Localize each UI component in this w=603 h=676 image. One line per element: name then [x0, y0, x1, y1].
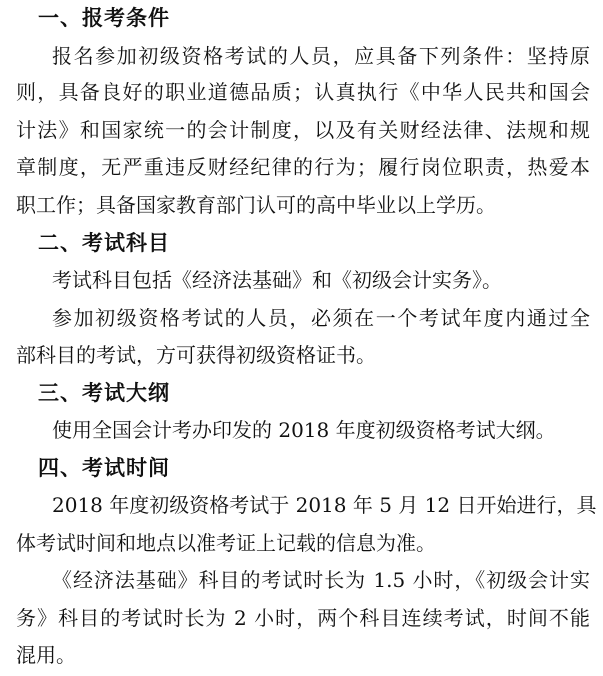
- paragraph-line: 则，具备良好的职业道德品质；认真执行《中华人民共和国会: [16, 80, 590, 104]
- paragraph-line: 考试科目包括《经济法基础》和《初级会计实务》。: [52, 268, 502, 292]
- section-heading-exam-time: 四、考试时间: [38, 456, 170, 480]
- paragraph-line: 体考试时间和地点以准考证上记载的信息为准。: [16, 531, 436, 555]
- paragraph-line: 使用全国会计考办印发的 2018 年度初级资格考试大纲。: [52, 418, 556, 442]
- paragraph-line: 参加初级资格考试的人员，必须在一个考试年度内通过全: [52, 306, 590, 330]
- paragraph-line: 职工作；具备国家教育部门认可的高中毕业以上学历。: [16, 193, 496, 217]
- paragraph-line: 计法》和国家统一的会计制度，以及有关财经法律、法规和规: [16, 118, 590, 142]
- paragraph-line: 章制度，无严重违反财经纪律的行为；履行岗位职责，热爱本: [16, 155, 590, 179]
- paragraph-line: 部科目的考试，方可获得初级资格证书。: [16, 343, 376, 367]
- paragraph-line: 报名参加初级资格考试的人员，应具备下列条件：坚持原: [52, 44, 590, 68]
- paragraph-line: 《经济法基础》科目的考试时长为 1.5 小时，《初级会计实: [52, 568, 590, 592]
- section-heading-subjects: 二、考试科目: [38, 231, 170, 255]
- section-heading-syllabus: 三、考试大纲: [38, 381, 170, 405]
- section-heading-requirements: 一、报考条件: [38, 6, 170, 30]
- paragraph-line: 2018 年度初级资格考试于 2018 年 5 月 12 日开始进行，具: [52, 493, 597, 517]
- paragraph-line: 混用。: [16, 643, 76, 667]
- paragraph-line: 务》科目的考试时长为 2 小时，两个科目连续考试，时间不能: [16, 606, 590, 630]
